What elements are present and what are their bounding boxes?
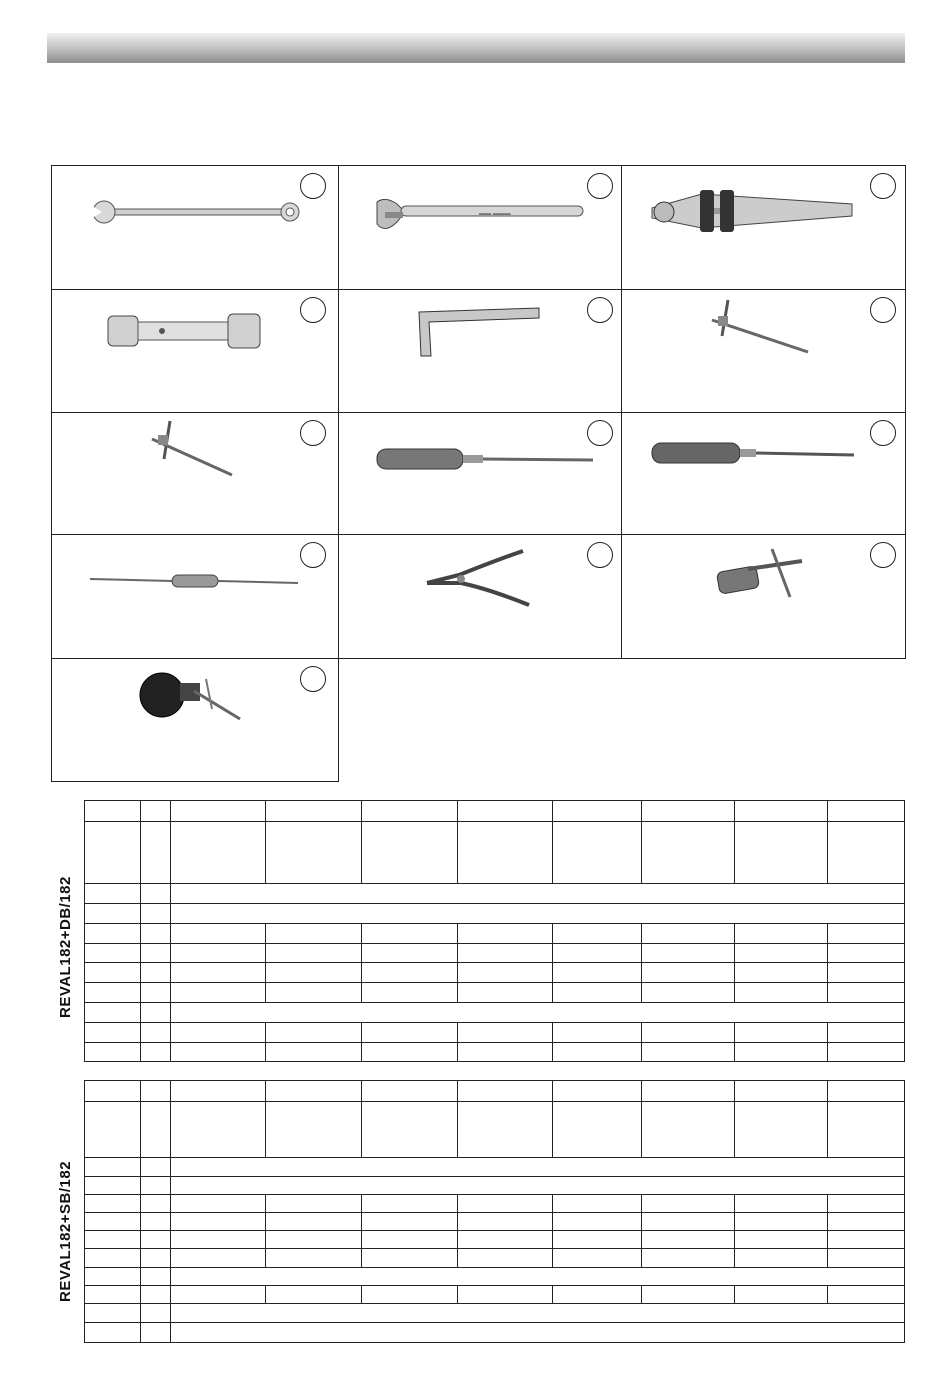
double-socket-wrench-icon <box>52 290 340 414</box>
table-row <box>85 1268 905 1286</box>
box-spanner-icon <box>622 535 907 660</box>
double-ended-pick-icon <box>52 535 340 660</box>
table-row <box>85 1081 905 1102</box>
header-bar <box>47 33 905 63</box>
knob-puller-icon <box>52 659 340 783</box>
table-row <box>85 1177 905 1195</box>
callout-circle <box>300 542 326 568</box>
callout-circle <box>870 420 896 446</box>
table-row <box>85 1195 905 1213</box>
t-handle-wrench-small-icon <box>52 413 340 536</box>
table-row <box>85 884 905 904</box>
tool-cell-double-ended-pick <box>51 534 339 659</box>
screwdriver-icon <box>339 413 623 536</box>
tool-cell-t-handle-wrench <box>621 289 906 413</box>
tool-cell-hex-key <box>338 289 622 413</box>
tool-cell-double-socket-wrench <box>51 289 339 413</box>
table-row <box>85 1102 905 1158</box>
table-row <box>85 1231 905 1249</box>
table-row <box>85 1286 905 1304</box>
table-row <box>85 944 905 963</box>
tool-cell-circlip-pliers <box>338 534 622 659</box>
table-row <box>85 1249 905 1268</box>
callout-circle <box>300 666 326 692</box>
table-row <box>85 983 905 1003</box>
callout-circle <box>300 297 326 323</box>
adjustable-wrench-icon <box>339 166 623 291</box>
table-row <box>85 1158 905 1177</box>
table-side-label: REVAL182+DB/182 <box>57 876 74 1018</box>
callout-circle <box>587 542 613 568</box>
combination-wrench-icon <box>52 166 340 291</box>
table-row <box>85 1213 905 1231</box>
tool-cell-combination-wrench <box>51 165 339 290</box>
t-handle-wrench-icon <box>622 290 907 414</box>
table-row <box>85 904 905 924</box>
hex-key-icon <box>339 290 623 414</box>
table-row <box>85 822 905 884</box>
callout-circle <box>870 542 896 568</box>
callout-circle <box>587 297 613 323</box>
spec-table-sb <box>84 1080 905 1343</box>
callout-circle <box>870 173 896 199</box>
callout-circle <box>587 420 613 446</box>
callout-circle <box>587 173 613 199</box>
callout-circle <box>300 420 326 446</box>
table-row <box>85 1023 905 1043</box>
table-row <box>85 1304 905 1323</box>
table-row <box>85 1043 905 1062</box>
callout-circle <box>300 173 326 199</box>
pin-spanner-icon <box>622 166 907 291</box>
tool-cell-adjustable-wrench <box>338 165 622 290</box>
spec-table-db <box>84 800 905 1062</box>
tool-cell-knob-puller <box>51 658 339 782</box>
screwdriver-flat-icon <box>622 413 907 536</box>
circlip-pliers-icon <box>339 535 623 660</box>
tool-cell-screwdriver-flat <box>621 412 906 535</box>
callout-circle <box>870 297 896 323</box>
svg-text:▬▬ ▬▬▬: ▬▬ ▬▬▬ <box>479 211 511 217</box>
tool-cell-pin-spanner <box>621 165 906 290</box>
table-row <box>85 963 905 983</box>
table-row <box>85 801 905 822</box>
tools-grid <box>51 165 906 782</box>
tool-cell-t-handle-wrench-small <box>51 412 339 535</box>
table-side-label: REVAL182+SB/182 <box>57 1160 74 1302</box>
tool-cell-box-spanner <box>621 534 906 659</box>
table-row <box>85 924 905 944</box>
table-row <box>85 1003 905 1023</box>
tool-cell-screwdriver <box>338 412 622 535</box>
table-row <box>85 1323 905 1343</box>
